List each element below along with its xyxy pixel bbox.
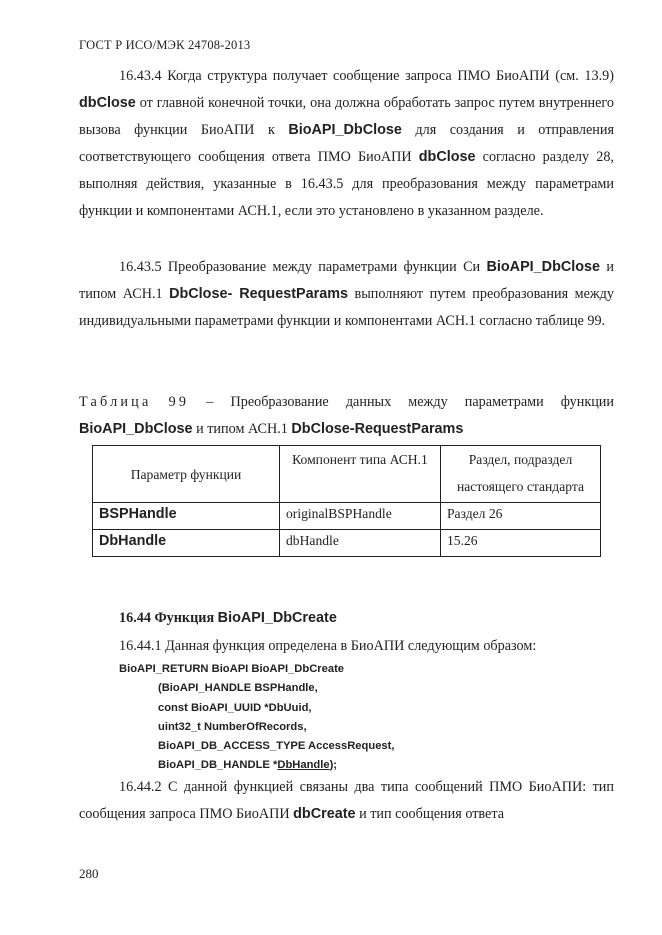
caption-text-1: – Преобразование данных между параметрами функции — [189, 394, 614, 410]
table-caption — [79, 389, 614, 443]
cell-function-param: DbHandle — [93, 530, 280, 557]
code-line-6-c: ); — [329, 759, 338, 772]
p4-text-1: 16.44.2 С данной функцией связаны два типа сообщений ПМО БиоАПИ: тип сообщения запроса ПМО БиоАПИ — [79, 779, 614, 822]
table-99 — [92, 445, 601, 557]
header-cell-parameter: Параметр функции — [93, 446, 280, 503]
code-line-6 — [119, 756, 394, 775]
cell-function-param: BSPHandle — [93, 503, 280, 530]
p4-text-2: и тип сообщения ответа — [355, 806, 505, 822]
cell-asn1-component: originalBSPHandle — [280, 503, 441, 530]
caption-bold-dbclose-requestparams: DbClose-RequestParams — [291, 421, 464, 437]
p1-bold-dbclose: dbClose — [79, 95, 136, 111]
code-line-1: BioAPI_RETURN BioAPI BioAPI_DbCreate — [119, 663, 345, 675]
code-line-6-a: BioAPI_DB_HANDLE * — [158, 759, 278, 772]
cell-section: Раздел 26 — [441, 503, 601, 530]
caption-bold-bioapi-dbclose: BioAPI_DbClose — [79, 421, 193, 437]
code-line-6-underlined: DbHandle — [277, 759, 330, 772]
paragraph-16-43-4 — [79, 63, 614, 225]
paragraph-16-43-5 — [79, 254, 614, 335]
code-line-3: const BioAPI_UUID *DbUuid, — [158, 701, 312, 714]
section-title-text: 16.44 Функция — [119, 610, 218, 626]
table-row — [93, 530, 601, 557]
running-header: ГОСТ Р ИСО/МЭК 24708-2013 — [79, 38, 251, 52]
p1-bold-dbclose-2: dbClose — [418, 149, 476, 165]
p1-text-2: от главной конечной точки, она должна обработать запрос путем внутреннего вызова функции БиоАПИ к — [79, 95, 614, 138]
p2-bold-dbclose-requestparams: DbClose- RequestParams — [169, 286, 349, 302]
p2-text-3: выполняют путем преобразования между индивидуальными параметрами функции и компонентами АСН.1 согласно таблице 99. — [79, 286, 614, 329]
code-block — [119, 660, 394, 776]
caption-number: 99 — [168, 394, 190, 410]
p1-bold-bioapi-dbclose: BioAPI_DbClose — [288, 122, 402, 138]
header-cell-section: Раздел, подраздел настоящего стандарта — [441, 446, 601, 503]
paragraph-16-44-2 — [79, 774, 614, 828]
code-line-4: uint32_t NumberOfRecords, — [158, 720, 307, 733]
code-line-2: (BioAPI_HANDLE BSPHandle, — [158, 682, 318, 695]
p4-bold-dbcreate: dbCreate — [293, 806, 356, 822]
table-row — [93, 503, 601, 530]
p1-text-1: 16.43.4 Когда структура получает сообщение запроса ПМО БиоАПИ (см. 13.9) — [119, 68, 614, 84]
p2-text-2: и типом АСН.1 — [79, 259, 614, 302]
table-header-row — [93, 446, 601, 503]
section-title-bold: BioAPI_DbCreate — [217, 610, 337, 626]
cell-section: 15.26 — [441, 530, 601, 557]
p2-bold-bioapi-dbclose: BioAPI_DbClose — [486, 259, 601, 275]
p1-text-3: для создания и отправления соответствующего сообщения ответа ПМО БиоАПИ — [79, 122, 614, 165]
header-cell-asn1-component: Компонент типа АСН.1 — [280, 446, 441, 503]
p1-text-4: согласно разделу 28, выполняя действия, указанные в 16.43.5 для преобразования между параметрами функции и компонентами АСН.1, если это установлено в указанном разделе. — [79, 149, 614, 219]
section-heading-16-44 — [119, 605, 599, 632]
code-line-5: BioAPI_DB_ACCESS_TYPE AccessRequest, — [158, 740, 395, 753]
page-number: 280 — [79, 866, 99, 881]
paragraph-16-44-1: 16.44.1 Данная функция определена в БиоАПИ следующим образом: — [119, 638, 537, 654]
p2-text-1: 16.43.5 Преобразование между параметрами функции Си — [119, 259, 487, 275]
caption-word: Таблица — [79, 394, 152, 410]
cell-asn1-component: dbHandle — [280, 530, 441, 557]
caption-text-2: и типом АСН.1 — [192, 421, 292, 437]
